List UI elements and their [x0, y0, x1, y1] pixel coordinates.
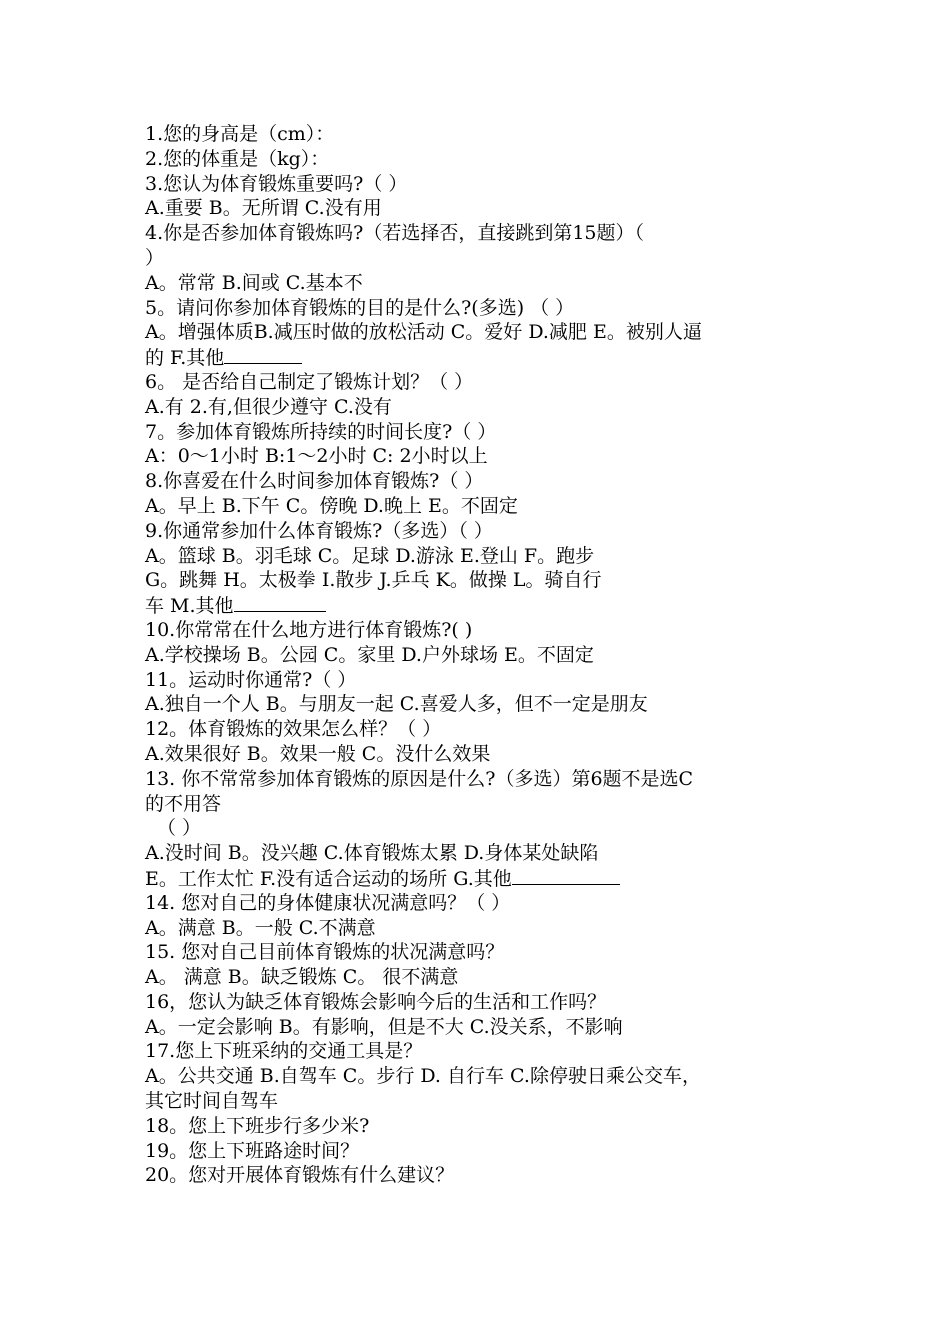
q10-options-text: A.学校操场 B。公园 C。家里 D.户外球场 E。不固定: [145, 643, 594, 666]
q7-options: [145, 444, 815, 469]
q9-options-1: [145, 544, 815, 569]
q9-text: 9.你通常参加什么体育锻炼?（多选）（ ）: [145, 519, 493, 542]
q5-line: [145, 296, 815, 321]
q13-options-2: [145, 866, 815, 891]
q7-text: 7。参加体育锻炼所持续的时间长度?（ ）: [145, 420, 497, 443]
q4-line: [145, 221, 815, 246]
q5-text: 5。请问你参加体育锻炼的目的是什么?(多选) （ ）: [145, 296, 575, 319]
q4-text: 4.你是否参加体育锻炼吗?（若选择否，直接跳到第15题）（: [145, 222, 644, 245]
q16-line: [145, 990, 815, 1015]
q7-line: [145, 420, 815, 445]
q9-options-3: [145, 593, 815, 618]
q14-options-text: A。满意 B。一般 C.不满意: [145, 916, 376, 939]
q9-options-text-2: G。跳舞 H。太极拳 I.散步 J.乒乓 K。做操 L。骑自行: [145, 569, 602, 592]
q12-options: [145, 742, 815, 767]
q5-options-cont: [145, 345, 815, 370]
q13-text: 13. 你不常常参加体育锻炼的原因是什么?（多选）第6题不是选C: [145, 767, 694, 790]
q4-options-text: A。常常 B.间或 C.基本不: [145, 271, 363, 294]
q14-line: [145, 891, 815, 916]
q13-line-cont: [145, 792, 815, 817]
q5-options-text: A。增强体质B.减压时做的放松活动 C。爱好 D.减肥 E。被别人逼: [145, 321, 702, 344]
q10-text: 10.你常常在什么地方进行体育锻炼?( ): [145, 618, 473, 641]
q16-text: 16，您认为缺乏体育锻炼会影响今后的生活和工作吗？: [145, 990, 607, 1013]
q6-options: [145, 395, 815, 420]
q14-options: [145, 916, 815, 941]
q6-line: [145, 370, 815, 395]
q9-other-blank[interactable]: [234, 593, 326, 612]
q19-line: [145, 1139, 815, 1164]
q15-line: [145, 940, 815, 965]
q6-options-text: A.有 2.有,但很少遵守 C.没有: [145, 395, 392, 418]
q8-options-text: A。早上 B.下午 C。傍晚 D.晚上 E。不固定: [145, 494, 518, 517]
q14-text: 14. 您对自己的身体健康状况满意吗？（ ）: [145, 891, 511, 914]
q17-line: [145, 1039, 815, 1064]
q18-text: 18。您上下班步行多少米?: [145, 1114, 370, 1137]
q5-options-cont-text: 的 F.其他: [145, 347, 225, 370]
q17-options: [145, 1064, 815, 1089]
q17-options-cont: [145, 1089, 815, 1114]
q13-answer-paren: [145, 816, 815, 841]
q8-line: [145, 469, 815, 494]
q9-options-text-3: 车 M.其他: [145, 595, 234, 618]
q13-other-blank[interactable]: [512, 866, 620, 885]
q6-text: 6。 是否给自己制定了锻炼计划？（ ）: [145, 370, 474, 393]
q5-options: [145, 320, 815, 345]
q2-text: 2.您的体重是（kg）：: [145, 147, 330, 170]
q5-other-blank[interactable]: [224, 345, 302, 364]
q4-line-cont: [145, 246, 815, 271]
q13-options-1: [145, 841, 815, 866]
q9-options-text-1: A。篮球 B。羽毛球 C。足球 D.游泳 E.登山 F。跑步: [145, 544, 595, 567]
q7-options-text: A：0～1小时 B:1～2小时 C: 2小时以上: [145, 445, 488, 468]
q11-options: [145, 692, 815, 717]
q13-answer-paren-text: （ ）: [157, 817, 202, 840]
q17-options-text: A。公共交通 B.自驾车 C。步行 D. 自行车 C.除停驶日乘公交车，: [145, 1065, 701, 1088]
q17-text: 17.您上下班采纳的交通工具是？: [145, 1040, 423, 1063]
q10-options: [145, 643, 815, 668]
q15-text: 15. 您对自己目前体育锻炼的状况满意吗？: [145, 941, 505, 964]
q3-line: [145, 172, 815, 197]
q11-text: 11。运动时你通常?（ ）: [145, 668, 357, 691]
q1-line: [145, 122, 815, 147]
q19-text: 19。您上下班路途时间？: [145, 1139, 360, 1162]
q8-options: [145, 494, 815, 519]
q13-options-text-1: A.没时间 B。没兴趣 C.体育锻炼太累 D.身体某处缺陷: [145, 842, 599, 865]
q13-text-cont: 的不用答: [145, 792, 222, 815]
q4-text-cont: ）: [145, 246, 165, 269]
q11-options-text: A.独自一个人 B。与朋友一起 C.喜爱人多，但不一定是朋友: [145, 693, 648, 716]
q15-options-text: A。 满意 B。缺乏锻炼 C。 很不满意: [145, 966, 459, 989]
q12-line: [145, 717, 815, 742]
q15-options: [145, 965, 815, 990]
q12-options-text: A.效果很好 B。效果一般 C。没什么效果: [145, 742, 491, 765]
q10-line: [145, 618, 815, 643]
q2-line: [145, 147, 815, 172]
q18-line: [145, 1114, 815, 1139]
q17-options-cont-text: 其它时间自驾车: [145, 1090, 279, 1113]
q3-text: 3.您认为体育锻炼重要吗?（ ）: [145, 172, 408, 195]
q11-line: [145, 668, 815, 693]
q20-text: 20。您对开展体育锻炼有什么建议？: [145, 1164, 455, 1187]
q4-options: [145, 271, 815, 296]
q20-line: [145, 1163, 815, 1188]
q16-options-text: A。一定会影响 B。有影响，但是不大 C.没关系，不影响: [145, 1015, 623, 1038]
q9-options-2: [145, 568, 815, 593]
questionnaire: [145, 122, 815, 1188]
q13-options-text-2: E。工作太忙 F.没有适合运动的场所 G.其他: [145, 867, 512, 890]
q1-text: 1.您的身高是（cm）：: [145, 123, 335, 145]
q12-text: 12。体育锻炼的效果怎么样？（ ）: [145, 718, 442, 741]
q3-options-text: A.重要 B。无所谓 C.没有用: [145, 197, 382, 220]
q13-line: [145, 767, 815, 792]
q8-text: 8.你喜爱在什么时间参加体育锻炼?（ ）: [145, 470, 484, 493]
q9-line: [145, 519, 815, 544]
q16-options: [145, 1015, 815, 1040]
q3-options: [145, 196, 815, 221]
